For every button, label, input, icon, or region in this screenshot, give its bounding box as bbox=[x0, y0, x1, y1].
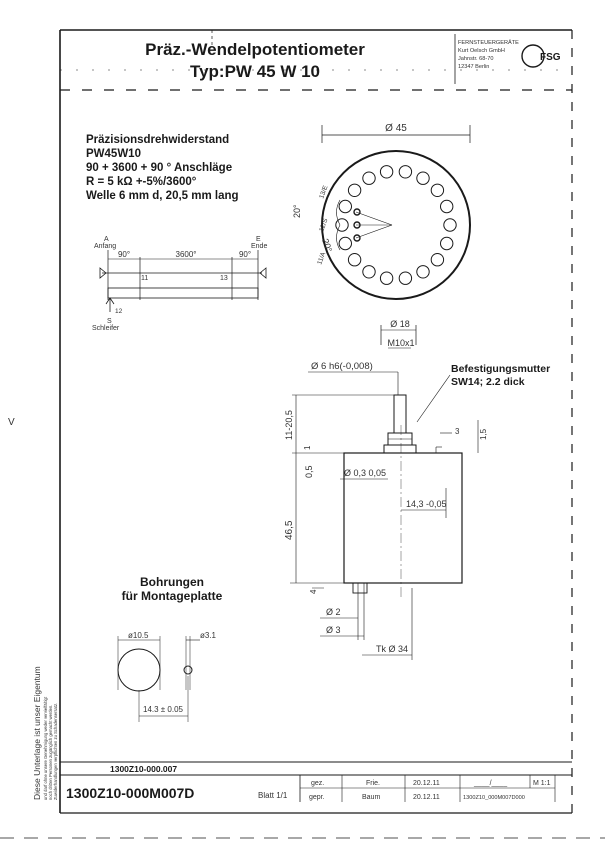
front-hole bbox=[399, 166, 411, 178]
tb-r1c5: M 1:1 bbox=[533, 780, 551, 787]
front-hole bbox=[444, 219, 456, 231]
title-line-2: Typ:PW 45 W 10 bbox=[189, 62, 321, 81]
logo-text: FSG bbox=[540, 52, 561, 63]
side-dia18: Ø 18 bbox=[390, 319, 410, 329]
note-line-3: noch dritten Personen zugänglich gemacht werden. bbox=[48, 704, 53, 800]
front-hole bbox=[380, 272, 392, 284]
front-outline bbox=[322, 151, 470, 299]
front-hole bbox=[441, 237, 453, 249]
schematic-right-angle: 90° bbox=[238, 250, 252, 259]
company-logo bbox=[522, 45, 561, 67]
pin-label-11: 11/A bbox=[316, 251, 328, 266]
schematic-pin-right: 13 bbox=[220, 275, 228, 282]
front-holes bbox=[336, 166, 456, 285]
margin-mark: V bbox=[8, 417, 15, 428]
note-line-4: Zuwiderhandlungen verpflichten zu Schadensersatz. bbox=[53, 702, 58, 800]
spec-line-1: Präzisionsdrehwiderstand bbox=[86, 134, 230, 146]
company-line-2: Kurt Oelsch GmbH bbox=[458, 48, 505, 54]
mounting-d1: ø10.5 bbox=[128, 631, 149, 640]
mounting-holes bbox=[118, 575, 223, 722]
terminal-pin bbox=[354, 235, 360, 241]
pin-label-13: 13/E bbox=[318, 184, 330, 200]
side-dim-2: Ø 2 bbox=[326, 607, 341, 617]
tb-r1c3: 20.12.11 bbox=[413, 780, 440, 787]
side-dim-05: 0,5 bbox=[304, 465, 314, 478]
front-hole bbox=[417, 266, 429, 278]
spec-line-3: 90 + 3600 + 90 ° Anschläge bbox=[86, 162, 233, 174]
terminal-pin bbox=[354, 209, 360, 215]
company-line-1: FERNSTEUERGERÄTE bbox=[458, 40, 519, 46]
tb-r2c1: gepr. bbox=[309, 794, 325, 801]
side-dim-1: 1 bbox=[303, 445, 312, 450]
tb-r1c2: Frie. bbox=[366, 780, 380, 787]
front-hole bbox=[441, 200, 453, 212]
side-dim-3: 3 bbox=[455, 427, 460, 436]
note-line-2: und darf ohne unsere Genehmigung weder vervielfältigt bbox=[43, 696, 48, 800]
front-hole bbox=[380, 166, 392, 178]
tb-r2c2: Baum bbox=[362, 794, 381, 801]
drawing-number: 1300Z10-000M007D bbox=[66, 785, 195, 801]
schematic-start: A bbox=[104, 236, 109, 243]
side-len-shaft: 11-20,5 bbox=[284, 410, 294, 440]
schematic-end-label: Ende bbox=[251, 243, 268, 250]
spec-line-4: R = 5 kΩ +-5%/3600° bbox=[86, 176, 197, 188]
title-block bbox=[60, 762, 572, 802]
front-hole bbox=[399, 272, 411, 284]
title-line-1: Präz.-Wendelpotentiometer bbox=[145, 40, 365, 59]
schematic-pin-wiper: 12 bbox=[115, 308, 123, 315]
front-hole bbox=[348, 254, 360, 266]
schematic-end: E bbox=[256, 236, 261, 243]
schematic-start-label: Anfang bbox=[94, 243, 117, 250]
sheet-label: Blatt 1/1 bbox=[258, 791, 288, 800]
side-dim-03: Ø 0,3 0,05 bbox=[344, 468, 387, 478]
side-dim-4: 4 bbox=[309, 589, 318, 594]
side-shaft-dia: Ø 6 h6(-0,008) bbox=[311, 361, 373, 372]
mounting-d2: ø3.1 bbox=[200, 631, 217, 640]
note-line-1: Diese Unterlage ist unser Eigentum bbox=[32, 666, 42, 800]
nut-label-1: Befestigungsmutter bbox=[451, 363, 551, 375]
pin-label-12: 12/S bbox=[318, 217, 330, 233]
angle-bottom: 20° bbox=[320, 237, 335, 254]
tb-r2c3: 20.12.11 bbox=[413, 794, 440, 801]
company-line-4: 12347 Berlin bbox=[458, 64, 490, 70]
side-dim-15: 1,5 bbox=[479, 428, 488, 440]
side-dim-143: 14,3 -0,05 bbox=[406, 499, 447, 509]
front-hole bbox=[339, 200, 351, 212]
front-hole bbox=[431, 254, 443, 266]
schematic-wiper: S bbox=[107, 318, 112, 325]
spec-line-2: PW45W10 bbox=[86, 148, 141, 160]
nut-label-2: SW14; 2.2 dick bbox=[451, 376, 525, 388]
schematic-wiper-label: Schleifer bbox=[92, 325, 120, 332]
mounting-dist: 14.3 ± 0.05 bbox=[143, 705, 183, 714]
schematic bbox=[92, 236, 267, 332]
front-hole bbox=[417, 172, 429, 184]
title-block-ref: 1300Z10-000.007 bbox=[110, 764, 178, 774]
schematic-pin-left: 11 bbox=[141, 275, 149, 282]
side-dim-465: 46,5 bbox=[284, 520, 295, 540]
ownership-note bbox=[32, 666, 58, 800]
side-thread: M10x1 bbox=[387, 338, 415, 348]
tb-r1c1: gez. bbox=[311, 780, 325, 787]
front-hole bbox=[339, 237, 351, 249]
front-dia-label: Ø 45 bbox=[385, 123, 407, 134]
tb-r2c4: 1300Z10_000M007D000 bbox=[463, 795, 525, 801]
front-hole bbox=[336, 219, 348, 231]
side-dim-3b: Ø 3 bbox=[326, 625, 341, 635]
mounting-hole-large bbox=[118, 649, 160, 691]
mounting-hole-small bbox=[184, 666, 192, 674]
front-hole bbox=[363, 266, 375, 278]
mounting-title-1: Bohrungen bbox=[140, 575, 204, 589]
front-hole bbox=[348, 184, 360, 196]
schematic-left-angle: 90° bbox=[117, 250, 131, 259]
company-line-3: Jahnstr. 68-70 bbox=[458, 56, 494, 62]
front-view bbox=[292, 123, 470, 299]
side-view bbox=[284, 319, 550, 660]
side-dim-34: Tk Ø 34 bbox=[376, 644, 409, 654]
front-hole bbox=[431, 184, 443, 196]
mounting-title-2: für Montageplatte bbox=[121, 589, 223, 603]
angle-top: 20° bbox=[292, 204, 302, 218]
schematic-mid-angle: 3600° bbox=[175, 250, 197, 259]
tb-r1c4: ____/____ bbox=[474, 780, 508, 787]
front-hole bbox=[363, 172, 375, 184]
spec-line-5: Welle 6 mm d, 20,5 mm lang bbox=[86, 190, 239, 202]
